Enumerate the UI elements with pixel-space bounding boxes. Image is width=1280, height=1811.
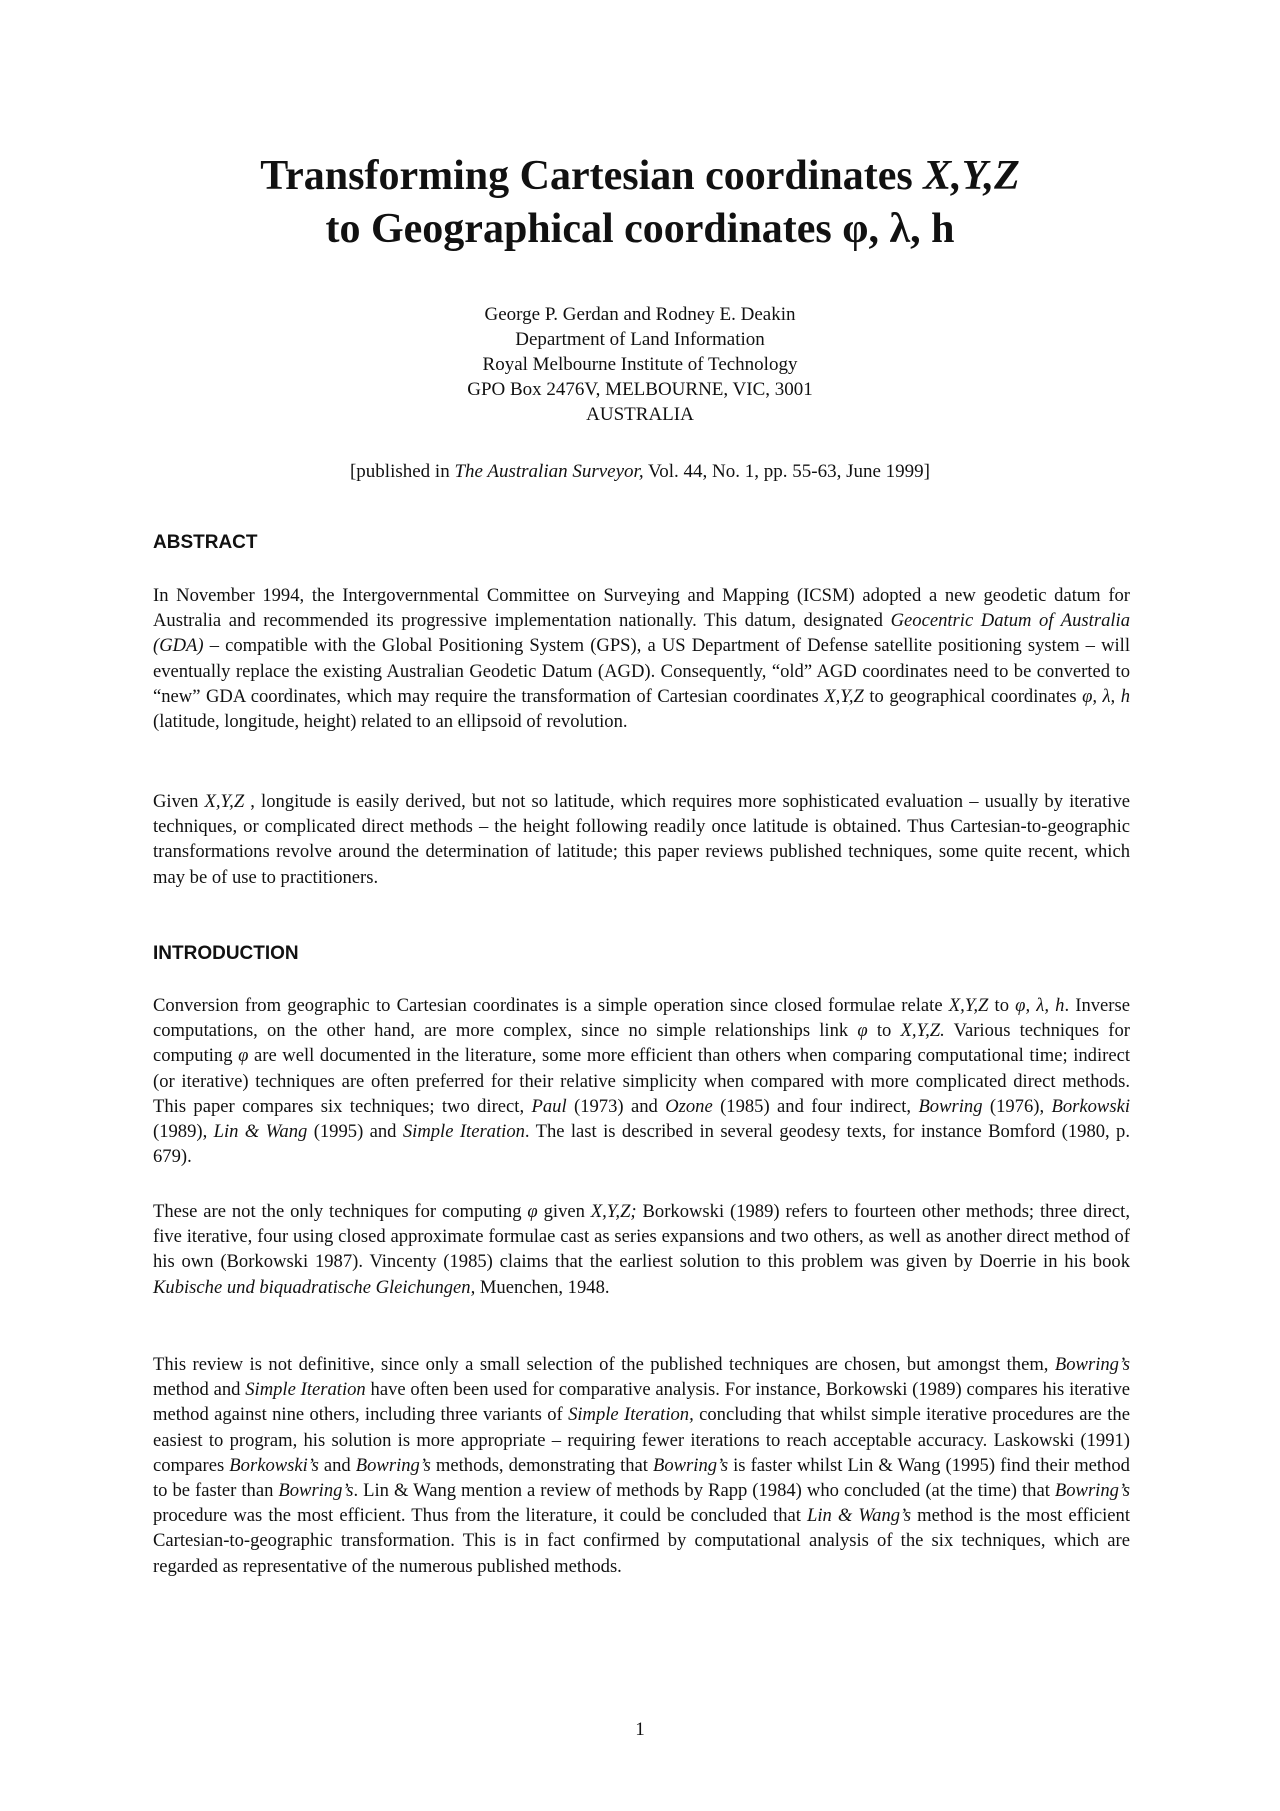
text-run: method is the most efficient Cartesian-to-geographic transformation. This is in fact confirmed by computational analysis of the six techniques, which are regarded as representative of the numerous published methods. (153, 1505, 1130, 1577)
text-run: and (318, 1454, 356, 1476)
text-run: – compatible with the Global Positioning System (GPS), a US Department of Defense satellite positioning system – will eventually replace the existing Australian Geodetic Datum (AGD). Consequently, “old” AGD coordinates need to be converted to “new” GDA coordinates, which may require the transformation of Cartesian coordinates (153, 635, 1130, 707)
text-run: (1995) and (307, 1121, 403, 1143)
italic-run: X,Y,Z (824, 685, 864, 707)
text-run: is faster whilst Lin & Wang (1995) find their method to be faster than (153, 1454, 1130, 1502)
text-run: methods, demonstrating that (430, 1454, 653, 1476)
italic-run: φ, λ, h (1015, 995, 1065, 1016)
abstract-paragraph-2 (153, 789, 1130, 890)
italic-run: φ (238, 1045, 249, 1067)
text-run: This review is not definitive, since only a small selection of the published techniques are chosen, but amongst them, (153, 1354, 1055, 1375)
text-run: (1973) and (566, 1095, 666, 1117)
italic-run: Ozone (665, 1095, 713, 1117)
institution: Royal Melbourne Institute of Technology (482, 354, 798, 375)
author-block (300, 302, 980, 427)
italic-run: Simple Iteration (245, 1379, 366, 1401)
text-run: (1985) and four indirect, (712, 1095, 919, 1117)
text-run: method and (153, 1379, 246, 1401)
italic-run: Bowring’s (278, 1480, 354, 1502)
text-run: to (867, 1020, 901, 1042)
text-run: . Lin & Wang mention a review of methods by Rapp (1984) who concluded (at the time) that (353, 1480, 1055, 1502)
text-run: (1989), (153, 1121, 214, 1143)
journal-name: The Australian Surveyor, (454, 461, 644, 482)
text-run: concluding that whilst simple iterative procedures are the easiest to program, his solution is more appropriate – requiring fewer iterations to reach acceptable accuracy. Laskowski (1991) compares (153, 1404, 1130, 1476)
italic-run: Lin & Wang (213, 1121, 308, 1143)
page-number: 1 (635, 1719, 645, 1740)
title-line-2: to Geographical coordinates φ, λ, h (325, 206, 955, 252)
italic-run: Lin & Wang’s (807, 1505, 912, 1527)
italic-run: X,Y,Z; (590, 1201, 637, 1222)
title-line-1 (150, 150, 1130, 203)
italic-run: Simple Iteration, (568, 1404, 694, 1426)
title-text: Transforming Cartesian coordinates (260, 153, 924, 199)
italic-run: Borkowski (1051, 1095, 1130, 1117)
italic-run: Borkowski’s (229, 1454, 319, 1476)
italic-run: X,Y,Z (204, 791, 245, 812)
italic-run: Bowring’s (355, 1454, 431, 1476)
text-run: Borkowski (1989) refers to fourteen other methods; three direct, five iterative, four using closed approximate formulae cast as series expansions and two others, as well as another direct method of his own (Borkowski 1987). Vincenty (1985) claims that the earliest solution to this problem was given by Doerrie in his book (153, 1201, 1130, 1273)
italic-run: Bowring’s (1054, 1354, 1130, 1375)
italic-run: φ, λ, h (1082, 685, 1130, 707)
text-run: In November 1994, the Intergovernmental Committee on Surveying and Mapping (ICSM) adopted a new geodetic datum for Australia and recommended its progressive implementation nationally. This datum, designated (153, 585, 1130, 632)
italic-run: X,Y,Z. (900, 1020, 945, 1042)
title-italic-xyz: X,Y,Z (923, 153, 1020, 199)
introduction-paragraph-3 (153, 1352, 1130, 1579)
publication-prefix: [published in (349, 461, 455, 482)
italic-run: Bowring’s (1054, 1480, 1130, 1502)
text-run: procedure was the most efficient. Thus from the literature, it could be concluded that (153, 1505, 808, 1527)
author-names: George P. Gerdan and Rodney E. Deakin (484, 304, 796, 325)
text-run: , longitude is easily derived, but not so latitude, which requires more sophisticated evaluation – usually by iterative techniques, or complicated direct methods – the height following readily once latitude is obtained. Thus Cartesian-to-geographic transformations revolve around the determination of latitude; this paper reviews published techniques, some quite recent, which may be of use to practitioners. (153, 791, 1131, 888)
introduction-paragraph-1 (153, 993, 1130, 1169)
text-run: to (988, 995, 1016, 1016)
introduction-heading: INTRODUCTION (153, 943, 299, 964)
italic-run: X,Y,Z (948, 995, 989, 1016)
text-run: (1976), (982, 1095, 1052, 1117)
text-run: Conversion from geographic to Cartesian coordinates is a simple operation since closed formulae relate (153, 995, 949, 1016)
italic-run: Paul (531, 1095, 567, 1117)
department: Department of Land Information (515, 329, 765, 350)
postal-address: GPO Box 2476V, MELBOURNE, VIC, 3001 (467, 379, 813, 400)
paper-title (150, 150, 1130, 256)
abstract-paragraph-1 (153, 583, 1130, 734)
text-run: Muenchen, 1948. (475, 1276, 610, 1298)
abstract-heading: ABSTRACT (153, 532, 258, 553)
text-run: are well documented in the literature, some more efficient than others when comparing computational time; indirect (or iterative) techniques are often preferred for their relative simplicity when compared with more complicated direct methods. This paper compares six techniques; two direct, (153, 1045, 1130, 1117)
italic-run: Bowring (918, 1095, 983, 1117)
italic-run: Kubische und biquadratische Gleichungen, (153, 1276, 476, 1298)
text-run: These are not the only techniques for computing (153, 1201, 528, 1222)
text-run: . Inverse computations, on the other hand, are more complex, since no simple relationships link (153, 995, 1130, 1042)
text-run: . The last is described in several geodesy texts, for instance Bomford (1980, p. 679). (153, 1121, 1131, 1168)
text-run: Given (153, 791, 205, 812)
text-run: Various techniques for computing (153, 1020, 1130, 1067)
introduction-paragraph-2 (153, 1199, 1130, 1300)
text-run: (latitude, longitude, height) related to an ellipsoid of revolution. (153, 711, 628, 733)
country: AUSTRALIA (586, 404, 694, 425)
italic-run: Bowring’s (653, 1454, 729, 1476)
text-run: to geographical coordinates (863, 685, 1083, 707)
publication-suffix: Vol. 44, No. 1, pp. 55-63, June 1999] (643, 461, 931, 482)
text-run: given (537, 1201, 591, 1222)
italic-run: φ (527, 1201, 538, 1222)
italic-run: Simple Iteration (402, 1121, 525, 1143)
text-run: have often been used for comparative analysis. For instance, Borkowski (1989) compares his iterative method against nine others, including three variants of (153, 1379, 1130, 1426)
publication-note (150, 459, 1130, 484)
italic-run: Geocentric Datum of Australia (GDA) (153, 610, 1130, 657)
italic-run: φ (857, 1020, 868, 1042)
